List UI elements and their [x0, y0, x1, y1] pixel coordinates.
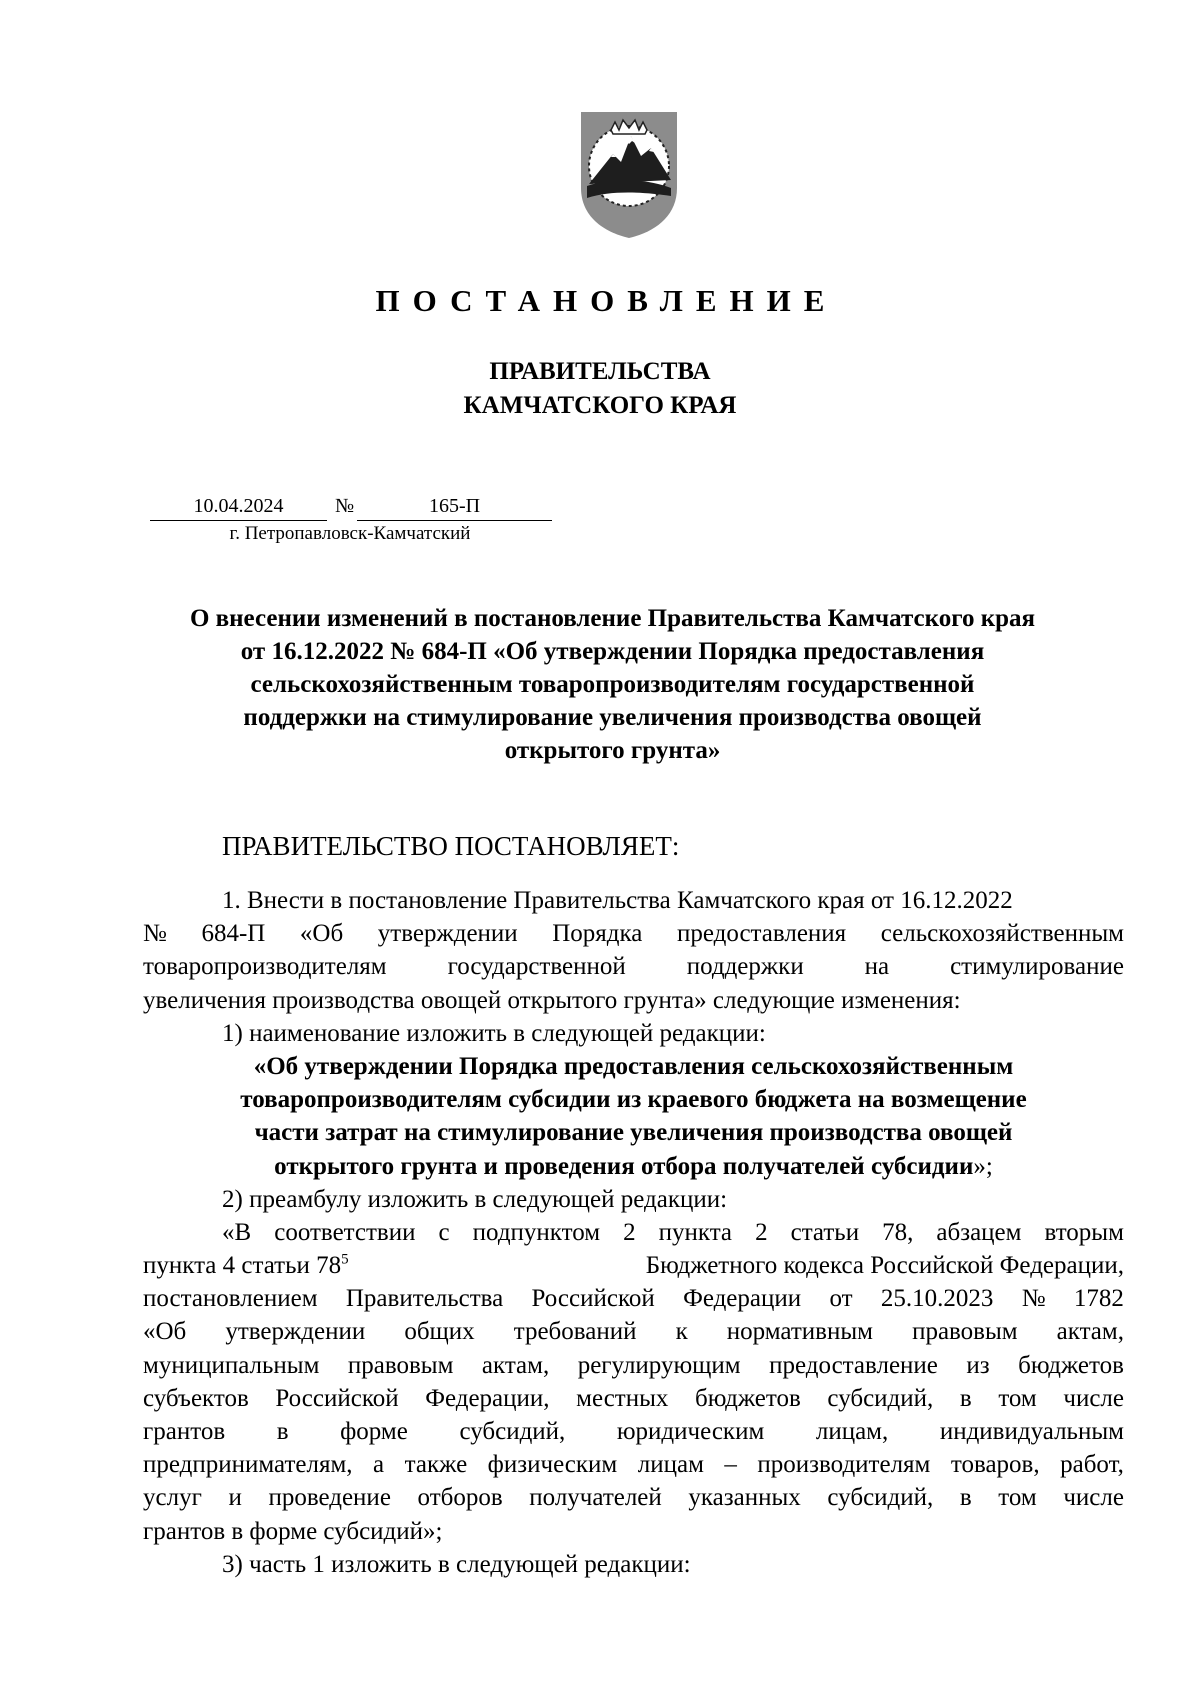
preamble-text: пункта 4 статьи 78: [143, 1252, 342, 1280]
word: с: [438, 1218, 450, 1246]
paragraph-1-line: увеличения производства овощей открытого грунта» следующие изменения:: [143, 986, 961, 1014]
preamble-fragment: [143, 1249, 349, 1282]
word: регулирующим: [577, 1351, 741, 1379]
word: Правительства: [345, 1285, 504, 1313]
word: в: [276, 1418, 289, 1445]
word: правовым: [912, 1318, 1018, 1346]
word: абзацем: [936, 1218, 1022, 1246]
word: 2: [755, 1218, 768, 1246]
word: 684-П: [201, 920, 266, 948]
preamble-line: [143, 1349, 1124, 1382]
title-line: сельскохозяйственным товаропроизводителям государственной: [250, 671, 975, 698]
word: требований: [513, 1318, 637, 1346]
word: числе: [1063, 1484, 1124, 1512]
authority-line-1: ПРАВИТЕЛЬСТВА: [489, 358, 711, 385]
word: соответствии: [274, 1218, 416, 1246]
document-body: [143, 884, 1124, 1581]
word: на: [864, 953, 890, 981]
word: субсидий,: [827, 1484, 934, 1512]
word: «Об: [143, 1318, 187, 1346]
title-line: поддержки на стимулирование увеличения производства овощей: [243, 704, 982, 731]
word: в: [959, 1484, 972, 1512]
word: форме: [340, 1418, 408, 1445]
item-3-text: 3) часть 1 изложить в следующей редакции:: [222, 1550, 691, 1578]
word: актам,: [481, 1351, 550, 1379]
word: –: [724, 1451, 737, 1479]
word: лицам: [637, 1451, 704, 1479]
preamble-line: [143, 1282, 1124, 1315]
place-of-issue: г. Петропавловск-Камчатский: [229, 523, 471, 544]
paragraph-1-line: [143, 917, 1124, 950]
word: пункта: [658, 1218, 733, 1246]
kamchatka-coat-of-arms-icon: [575, 110, 683, 240]
preamble-line: [143, 1415, 1124, 1448]
word: услуг: [143, 1484, 202, 1512]
decree-phrase: ПРАВИТЕЛЬСТВО ПОСТАНОВЛЯЕТ:: [222, 831, 680, 861]
word: подпунктом: [472, 1218, 601, 1246]
word: получателей: [529, 1484, 662, 1512]
word: статьи: [790, 1218, 860, 1246]
item-2-text: 2) преамбулу изложить в следующей редакции:: [222, 1185, 728, 1213]
word: грантов: [143, 1418, 226, 1445]
word: субсидий,: [459, 1418, 566, 1445]
preamble-line: [143, 1315, 1124, 1348]
word: отборов: [417, 1484, 503, 1512]
word: 1782: [1073, 1285, 1124, 1313]
document-title: [120, 602, 1105, 767]
word: лицам,: [815, 1418, 889, 1445]
word: из: [966, 1351, 990, 1379]
preamble-line: грантов в форме субсидий»;: [143, 1517, 443, 1545]
word: утверждении: [377, 920, 518, 948]
preamble-line: [143, 1481, 1124, 1514]
word: Федерации: [683, 1285, 802, 1313]
word: от: [829, 1285, 853, 1313]
authority-line-2: КАМЧАТСКОГО КРАЯ: [463, 392, 737, 419]
word: товаров,: [950, 1451, 1040, 1479]
article-superscript: 5: [341, 1251, 349, 1268]
word: товаропроизводителям: [143, 953, 387, 981]
word: субъектов: [143, 1384, 249, 1412]
word: бюджетов: [1018, 1351, 1124, 1379]
title-line: от 16.12.2022 № 684-П «Об утверждении Порядка предоставления: [240, 638, 985, 665]
word: поддержки: [686, 953, 804, 981]
word: государственной: [447, 953, 626, 981]
word: в: [959, 1384, 972, 1412]
word: постановлением: [143, 1285, 318, 1313]
word: Российской: [531, 1285, 655, 1313]
word: предпринимателям,: [143, 1451, 353, 1479]
word: бюджетов: [695, 1384, 801, 1412]
paragraph-1-line: 1. Внести в постановление Правительства Камчатского края от 16.12.2022: [222, 887, 1013, 914]
word: том: [998, 1484, 1037, 1512]
word: местных: [576, 1384, 669, 1412]
document-type-heading: ПОСТАНОВЛЕНИЕ: [375, 283, 838, 318]
word: №: [1021, 1285, 1046, 1313]
word: работ,: [1060, 1451, 1124, 1479]
word: проведение: [268, 1484, 391, 1512]
word: правовым: [347, 1351, 454, 1379]
word: муниципальным: [143, 1351, 320, 1379]
preamble-line-with-superscript: [143, 1249, 1124, 1282]
word: том: [998, 1384, 1037, 1412]
word: 25.10.2023: [880, 1285, 994, 1313]
quoted-title-line: части затрат на стимулирование увеличения производства овощей: [254, 1119, 1013, 1147]
word: нормативным: [726, 1318, 873, 1346]
number-sign: №: [335, 495, 355, 517]
preamble-text: Бюджетного кодекса Российской Федерации,: [645, 1252, 1124, 1280]
word: актам,: [1056, 1318, 1124, 1346]
quoted-title-text: открытого грунта и проведения отбора получателей субсидии: [274, 1152, 974, 1180]
word: стимулирование: [950, 953, 1124, 981]
word: вторым: [1044, 1218, 1124, 1246]
word: предоставление: [769, 1351, 938, 1379]
word: индивидуальным: [939, 1418, 1124, 1445]
word: числе: [1063, 1384, 1124, 1412]
word: также: [404, 1451, 468, 1479]
document-number: 165-П: [357, 490, 552, 521]
word: Порядка: [552, 920, 643, 948]
word: и: [228, 1484, 242, 1512]
title-line: открытого грунта»: [504, 737, 721, 764]
word: утверждении: [225, 1318, 366, 1346]
title-line: О внесении изменений в постановление Правительства Камчатского края: [189, 605, 1036, 632]
word: №: [143, 920, 167, 948]
word: физическим: [487, 1451, 618, 1479]
preamble-line: [143, 1216, 1124, 1249]
word: а: [373, 1451, 385, 1479]
word: Федерации,: [425, 1384, 550, 1412]
word: «Об: [299, 920, 344, 948]
word: указанных: [688, 1484, 801, 1512]
paragraph-1-line: [143, 950, 1124, 983]
word: предоставления: [676, 920, 847, 948]
word: 78,: [882, 1218, 914, 1246]
quoted-title-line-last: [143, 1150, 1124, 1183]
word: «В: [222, 1218, 252, 1246]
quote-closing: »;: [973, 1152, 993, 1180]
quoted-title-line: «Об утверждении Порядка предоставления сельскохозяйственным: [253, 1052, 1014, 1080]
word: юридическим: [616, 1418, 765, 1445]
document-date: 10.04.2024: [150, 490, 327, 521]
word: производителям: [757, 1451, 931, 1479]
word: сельскохозяйственным: [880, 920, 1124, 948]
item-1-text: 1) наименование изложить в следующей редакции:: [222, 1019, 766, 1047]
word: Российской: [275, 1384, 399, 1412]
word: к: [675, 1318, 688, 1346]
word: общих: [404, 1318, 475, 1346]
quoted-title-line: товаропроизводителям субсидии из краевого бюджета на возмещение: [240, 1086, 1027, 1114]
preamble-line: [143, 1448, 1124, 1481]
word: субсидий,: [827, 1384, 934, 1412]
preamble-line: [143, 1382, 1124, 1415]
word: 2: [623, 1218, 636, 1246]
issuing-authority: [0, 355, 1200, 423]
